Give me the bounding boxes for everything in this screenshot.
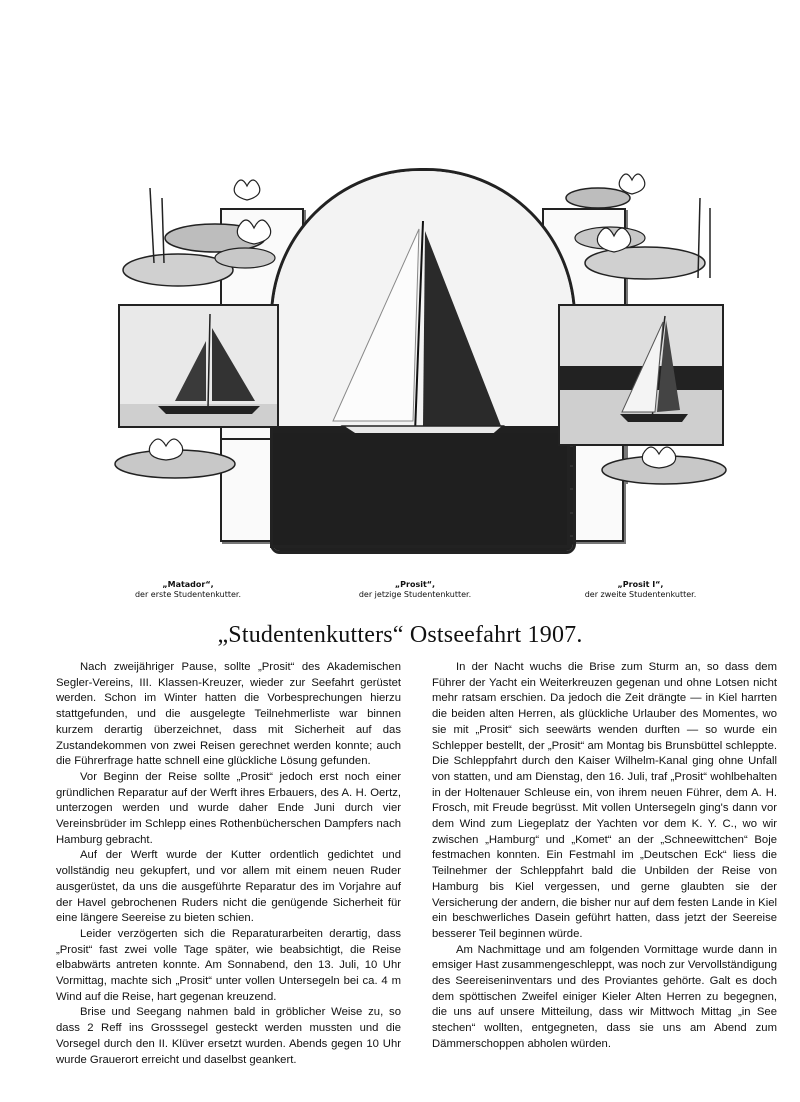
paragraph: Leider verzögerten sich die Reparaturarbeiten derartig, dass „Prosit“ fast zwei volle Tage später, wie beabsichtigt, die Reise elbabwärts antreten konnte. Am Sonnabend, den 13. Juli, 10 Uhr Vormittag, machte sich „Prosit“ unter vollen Untersegeln bei ca. 4 m Wind auf die Reise, hart gegenan kreuzend. — [56, 927, 401, 1003]
caption-matador-desc: der erste Studentenkutter. — [134, 590, 242, 599]
caption-prosit-desc: der jetzige Studentenkutter. — [358, 590, 472, 599]
paragraph: Vor Beginn der Reise sollte „Prosit“ jedoch erst noch einer gründlichen Reparatur auf der Werft ihres Erbauers, des A. H. Oertz, unterzogen werden und wurde daher Ende Juni durch vier Vereinsbrüder im Schlepp eines Rothenbücherschen Dampfers nach Hamburg gebracht. — [56, 770, 401, 846]
paragraph: Brise und Seegang nahmen bald in gröblicher Weise zu, so dass 2 Reff ins Grosssegel gesteckt werden mussten und die Vorsegel durch den II. Klüver ersetzt wurden. Abends gegen 10 Uhr wurde Grauerort erreicht und daselbst geankert. — [56, 1006, 401, 1066]
caption-matador — [118, 580, 258, 600]
paragraph: Am Nachmittage und am folgenden Vormittage wurde dann in emsiger Hast zusammengeschleppt, was noch zur Vervollständigung des Seereiseninventars und des Proviantes gehörte. Galt es doch dem spöttischen Zweifel einiger Kieler Alten Herren zu begegnen, die uns auf unsere Mitteilung, dass wir Mittwoch Mittag „in See stechen“ wollten, entgegneten, dass sie uns am Abend zum Dämmerschoppen abholen würden. — [432, 943, 777, 1050]
caption-prosit-i-name: „Prosit I“, — [617, 580, 664, 589]
right-photo-prosit-i — [558, 304, 724, 446]
article-left-column — [56, 660, 401, 1068]
caption-matador-name: „Matador“, — [162, 580, 214, 589]
center-water — [270, 433, 570, 548]
caption-prosit — [340, 580, 490, 600]
caption-prosit-i — [568, 580, 713, 600]
paragraph: Auf der Werft wurde der Kutter ordentlich gedichtet und vollständig neu gekupfert, und vor allem mit einem neuen Ruder ausgerüstet, da uns die ausgeführte Reparatur des im Vorjahre auf der Havel gebrochenen Ruders nicht die genügende Sicherheit für eine längere Seereise zu bieten schien. — [56, 849, 401, 925]
article-right-column — [432, 660, 777, 1053]
caption-prosit-i-desc: der zweite Studentenkutter. — [584, 590, 697, 599]
lilypad-top-right-icon — [550, 168, 730, 298]
paragraph: In der Nacht wuchs die Brise zum Sturm an, so dass dem Führer der Yacht ein Weiterkreuzen gegenan und ohne Lotsen nicht mehr ratsam erschien. Da jedoch die Zeit drängte — in Kiel harrten die beiden alten Herren, als glückliche Urlauber des Momentes, wo sie mit „Prosit“ sich seewärts wenden durften — so wurde ein Schlepper bestellt, der „Prosit“ am Montag bis Brunsbüttel schleppte. Die Schleppfahrt durch den Kaiser Wilhelm-Kanal ging ohne Unfall von statten, und am Dienstag, den 16. Juli, traf „Prosit“ wohlbehalten in der Holtenauer Schleuse ein, von ihrem neuen Führer, dem A. H. Frosch, mit Freude begrüsst. Mit vollen Untersegeln ging's dann vor dem Wind zum Liegeplatz der Yachten vor dem K. Y. C., wo wir zwischen „Hamburg“ und „Komet“ an der „Schneewittchen“ Boje festmachen konnten. Ein Festmahl im „Deutschen Eck“ liess die Teilnehmer der Schleppfahrt bald die Unbilden der Reise von Hamburg bis Kiel vergessen, und gerne glaubten sie der Versicherung der andern, die bisher nur auf dem festen Lande in Kiel ein beschwerliches Dasein geführt hatten, dass jetzt der Seereise besserer Teil beginnen würde. — [432, 661, 777, 940]
lilypad-bottom-right-icon — [598, 440, 730, 500]
article-title: „Studentenkutters“ Ostseefahrt 1907. — [217, 622, 583, 648]
left-sailboat-image — [120, 306, 277, 426]
left-photo-matador — [118, 304, 279, 428]
right-sailboat-image — [560, 306, 722, 444]
lilypad-bottom-left-icon — [110, 426, 240, 486]
sailing-photo-collage — [110, 168, 730, 558]
paragraph: Nach zweijähriger Pause, sollte „Prosit“ des Akademischen Segler-Vereins, III. Klassen-Kreuzer, wieder zur Seefahrt gerüstet werden. Schon im Winter hatten die Vorbesprechungen hierzu stattgefunden, und die ausgelegte Teilnehmerliste war binnen kurzem derartig überzeichnet, dass mit Sicherheit auf das Zustandekommen von zwei Reisen gerechnet werden konnte; auch die Führerfrage hatte schnell eine glückliche Lösung gefunden. — [56, 661, 401, 768]
caption-prosit-name: „Prosit“, — [394, 580, 436, 589]
lilypad-top-left-icon — [120, 168, 290, 298]
